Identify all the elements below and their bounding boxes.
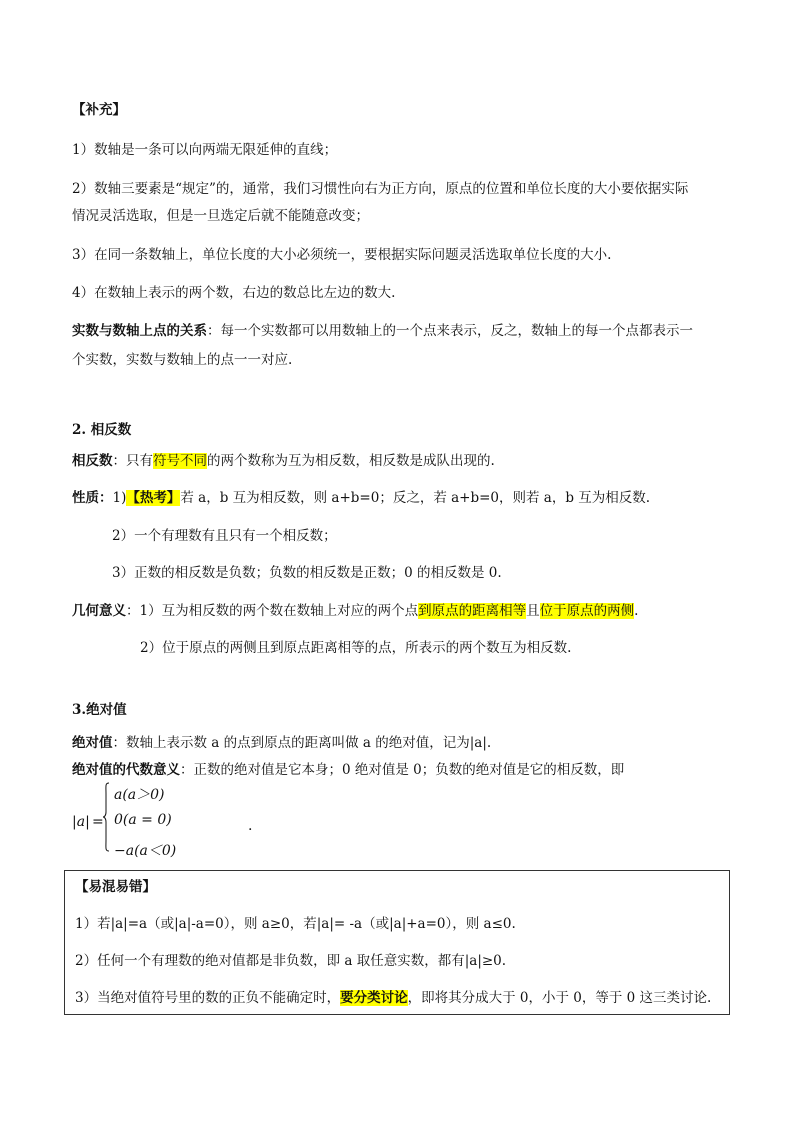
formula-brace-icon: [103, 782, 109, 852]
caution-heading: 【易混易错】: [75, 879, 156, 895]
highlight-both-sides: 位于原点的两侧: [539, 603, 635, 619]
property-3: 3）正数的相反数是负数；负数的相反数是正数；0 的相反数是 0.: [112, 565, 502, 581]
supplement-item-1: 1）数轴是一条可以向两端无限延伸的直线；: [72, 142, 338, 158]
formula-case-zero: 0(a = 0): [114, 812, 172, 828]
hot-exam-badge: 【热考】: [126, 490, 181, 506]
geometric-label: 几何意义: [72, 603, 126, 619]
absolute-value-formula: [72, 780, 292, 860]
relation-line-2: 个实数，实数与数轴上的点一一对应.: [72, 352, 293, 368]
formula-lhs: |a|: [72, 814, 90, 830]
supplement-heading: 【补充】: [72, 102, 126, 118]
opposite-def-label: 相反数: [72, 453, 113, 469]
absolute-def-label: 绝对值: [72, 735, 113, 751]
geometric-1-mid: 且: [526, 603, 540, 619]
geometric-1-pre: ：1）互为相反数的两个数在数轴上对应的两个点: [126, 603, 419, 619]
caution-item-3-post: ，即将其分成大于 0，小于 0，等于 0 这三类讨论.: [407, 990, 712, 1006]
opposite-def-post: 的两个数称为互为相反数，相反数是成队出现的.: [207, 453, 495, 469]
section-3-title: 3.绝对值: [72, 702, 127, 718]
caution-box: [64, 870, 730, 1015]
caution-item-2: 2）任何一个有理数的绝对值都是非负数，即 a 取任意实数，都有|a|≥0.: [75, 953, 507, 969]
supplement-item-3: 3）在同一条数轴上，单位长度的大小必须统一，要根据实际问题灵活选取单位长度的大小.: [72, 247, 612, 263]
absolute-def-text: ：数轴上表示数 a 的点到原点的距离叫做 a 的绝对值，记为|a|.: [112, 735, 492, 751]
property-1-text: 若 a，b 互为相反数，则 a+b=0；反之，若 a+b=0，则若 a，b 互为相反数.: [180, 490, 651, 506]
caution-item-3-pre: 3）当绝对值符号里的数的正负不能确定时，: [75, 990, 341, 1006]
property-1-number: 1): [112, 490, 127, 506]
formula-equals: =: [92, 814, 104, 830]
property-1: [72, 488, 732, 508]
formula-period: .: [248, 818, 253, 834]
geometric-1-end: .: [634, 603, 639, 619]
absolute-algebraic-meaning: [72, 760, 732, 780]
relation-label: 实数与数轴上点的关系: [72, 323, 207, 339]
absolute-definition: [72, 733, 732, 753]
algebraic-text: ：正数的绝对值是它本身；0 绝对值是 0；负数的绝对值是它的相反数，即: [180, 762, 625, 778]
supplement-item-2: 2）数轴三要素是“规定”的，通常，我们习惯性向右为正方向，原点的位置和单位长度的大小要依据实际: [72, 181, 689, 197]
algebraic-label: 绝对值的代数意义: [72, 762, 180, 778]
opposite-def-pre: ：只有: [112, 453, 153, 469]
relation-text-1: ：每一个实数都可以用数轴上的一个点来表示，反之，数轴上的每一个点都表示一: [207, 323, 693, 339]
caution-item-3: [75, 988, 725, 1008]
highlight-sign-different: 符号不同: [153, 453, 207, 469]
highlight-classify-discuss: 要分类讨论: [340, 990, 408, 1006]
supplement-item-2-cont: 情况灵活选取，但是一旦选定后就不能随意改变；: [72, 208, 369, 224]
opposite-definition: [72, 451, 732, 471]
geometric-meaning-1: [72, 601, 732, 621]
relation-line-1: [72, 321, 732, 341]
formula-case-positive: a(a＞0): [114, 787, 165, 803]
formula-case-negative: −a(a＜0): [114, 843, 177, 859]
property-2: 2）一个有理数有且只有一个相反数；: [112, 528, 337, 544]
section-2-title: 2. 相反数: [72, 422, 132, 438]
geometric-meaning-2: 2）位于原点的两侧且到原点距离相等的点，所表示的两个数互为相反数.: [140, 640, 572, 656]
highlight-equal-distance: 到原点的距离相等: [418, 603, 527, 619]
supplement-item-4: 4）在数轴上表示的两个数，右边的数总比左边的数大.: [72, 285, 396, 301]
caution-item-1: 1）若|a|=a（或|a|-a=0），则 a≥0，若|a|= -a（或|a|+a=0），则 a≤0.: [75, 916, 516, 932]
property-label: 性质：: [72, 490, 113, 506]
